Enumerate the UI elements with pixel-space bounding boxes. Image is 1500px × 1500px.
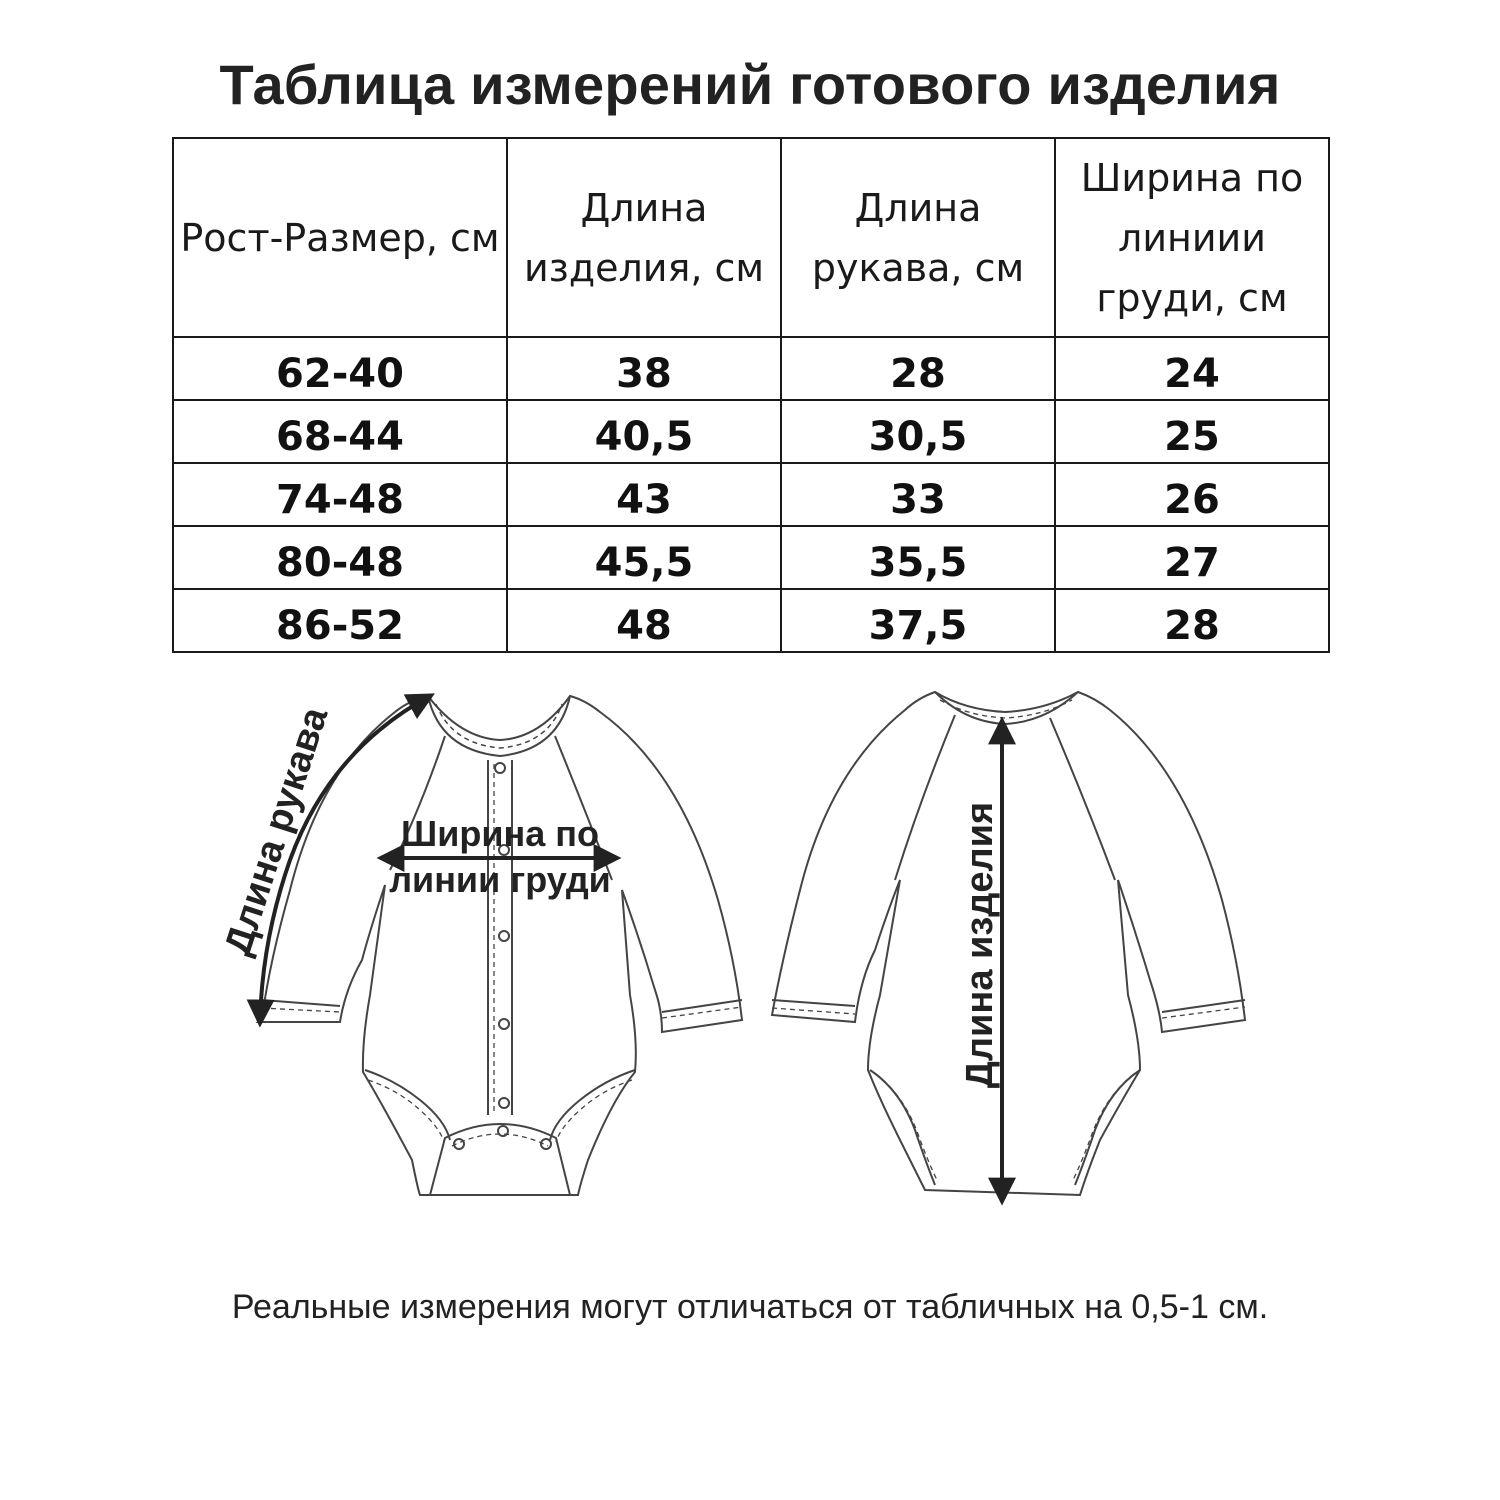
page-title: Таблица измерений готового изделия [219, 53, 1281, 116]
bodysuit-back-drawing [772, 692, 1245, 1195]
header-product-length: Длина изделия, см [507, 138, 781, 337]
footnote: Реальные измерения могут отличаться от табличных на 0,5-1 см. [231, 1288, 1269, 1326]
cell-size: 74-48 [173, 463, 507, 526]
sleeve-length-label: Длина рукава [216, 702, 337, 961]
table-row [173, 400, 1329, 463]
cell-size: 68-44 [173, 400, 507, 463]
cell-product-length: 38 [507, 337, 781, 400]
chest-width-label-line2: линии груди [389, 859, 611, 900]
table-row [173, 337, 1329, 400]
cell-chest-width: 28 [1055, 589, 1329, 652]
cell-sleeve-length: 28 [781, 337, 1055, 400]
cell-size: 62-40 [173, 337, 507, 400]
cell-product-length: 48 [507, 589, 781, 652]
table-row [173, 526, 1329, 589]
cell-product-length: 43 [507, 463, 781, 526]
header-height-size: Рост-Размер, см [173, 138, 507, 337]
table-row [173, 463, 1329, 526]
size-table [172, 137, 1330, 653]
header-chest-width: Ширина по линиии груди, см [1055, 138, 1329, 337]
cell-product-length: 40,5 [507, 400, 781, 463]
cell-chest-width: 24 [1055, 337, 1329, 400]
cell-sleeve-length: 30,5 [781, 400, 1055, 463]
cell-chest-width: 25 [1055, 400, 1329, 463]
table-header-row [173, 138, 1329, 337]
product-length-label: Длина изделия [959, 801, 1001, 1089]
cell-sleeve-length: 37,5 [781, 589, 1055, 652]
header-sleeve-length: Длина рукава, см [781, 138, 1055, 337]
table-row [173, 589, 1329, 652]
cell-chest-width: 27 [1055, 526, 1329, 589]
cell-size: 86-52 [173, 589, 507, 652]
bodysuit-front-drawing [258, 696, 742, 1195]
cell-sleeve-length: 35,5 [781, 526, 1055, 589]
cell-size: 80-48 [173, 526, 507, 589]
cell-sleeve-length: 33 [781, 463, 1055, 526]
chest-width-label-line1: Ширина по [401, 813, 599, 854]
cell-chest-width: 26 [1055, 463, 1329, 526]
cell-product-length: 45,5 [507, 526, 781, 589]
garment-diagram [0, 660, 1500, 1260]
